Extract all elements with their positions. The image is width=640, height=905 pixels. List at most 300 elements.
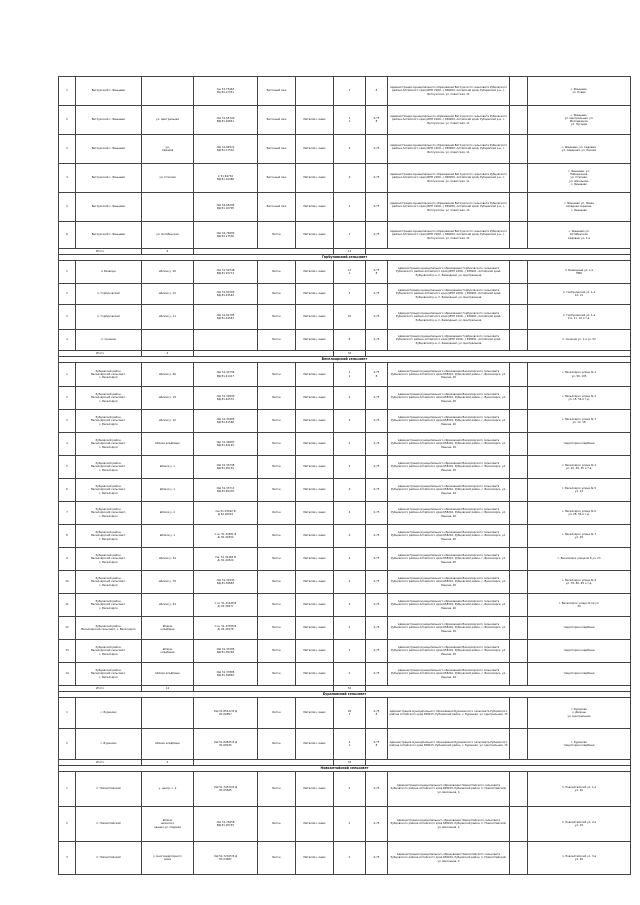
blank-cell [510,77,528,106]
location-cell: вблизи у. 24 [142,594,194,617]
bins-count-cell: 4 [334,164,366,193]
bins-count-cell: 4 1 [334,363,366,387]
settlement-cell: с. Бураново [76,729,142,760]
row-number: 6 [59,222,76,249]
section-title: Горбуновский сельсовет [59,255,631,261]
container-type-cell: Металлич. ящик [296,330,334,351]
location-cell: вблизи у. 11 [142,305,194,330]
sources-cell: с. Веселоярск улица № 3 ул. 12, 18 [528,410,631,433]
sources-cell: территория кладбища [528,663,631,686]
row-number: 11 [59,594,76,617]
volume-cell: 0,75 8 [366,106,388,135]
settlement-cell: п. Новоалтайский [76,772,142,807]
coordinates-cell: СШ 54.65285 ВД 81.16795 [194,193,258,222]
coordinates-cell: СШ 51.59748 ВД 81.25713 [194,261,258,284]
row-number: 2 [59,106,76,135]
location-cell: вблизи у. 19 [142,387,194,410]
coordinates-cell: СШ 51.33465 ВД 81.41560 [194,410,258,433]
settlement-cell: Рубцовский район, Веселоярский сельсовет, с. Веселоярск [76,502,142,525]
sources-cell: с. Ямышево, ул. Садовая, ул. Северная, ул. Лесная [528,135,631,164]
bins-count-cell: 2 [334,842,366,875]
surface-cell: Бетон [258,663,296,686]
table-row [59,330,631,351]
volume-cell: 0,75 [366,571,388,594]
location-cell: вблизи у. 1 [142,456,194,479]
volume-cell: 0,75 [366,807,388,842]
blank-cell [510,305,528,330]
bins-count-cell: 4 [334,548,366,571]
settlement-cell: Рубцовский район, Веселоярский сельсовет, с. Веселоярск [76,479,142,502]
volume-cell: 0,75 8 [366,261,388,284]
blank-cell [510,663,528,686]
sources-cell: с. Веселоярск улица № 8 ул. 23 [528,548,631,571]
coordinates-cell: СШ 54.74683 ВД 84.17530 [194,222,258,249]
container-type-cell: Металлич. ящик [296,193,334,222]
bins-count-cell: 2 [334,640,366,663]
container-type-cell: Металлич. ящик [296,363,334,387]
coordinates-cell: СШ 51.61785 ВД 81.24587 [194,305,258,330]
volume-cell: 0,75 8 [366,698,388,729]
container-type-cell: Металлич. ящик [296,164,334,193]
bins-count-cell: 2 [334,433,366,456]
sources-cell: территория кладбища [528,640,631,663]
volume-cell: 0,75 [366,387,388,410]
volume-cell: 0,75 8 [366,363,388,387]
blank-cell [510,222,528,249]
blank-cell [510,410,528,433]
bins-count-cell: 4 [334,387,366,410]
sources-cell: с. Ямышево ул. Новая западная окраина, с. Ямышево [528,193,631,222]
bins-count-cell: 3 [334,284,366,305]
row-number: 1 [59,363,76,387]
location-cell: вблизи нежилого здания ул. Садовая [142,807,194,842]
surface-cell: Бетон [258,330,296,351]
blank-cell [510,433,528,456]
location-cell: у. многоквартирного дома [142,842,194,875]
owner-cell: Администрация муниципального образования Веселоярского сельсовета Рубцовского района Алтайского края 658210, Рубцовский район, с. Веселоярск, ул. Ленина, 20 [388,640,510,663]
sources-cell: п. Горбуновский ул. 1-я 12, 21 [528,284,631,305]
surface-cell: Бетон [258,772,296,807]
surface-cell: Бетонный люк [258,135,296,164]
coordinates-cell: СШ 51.37885 ВД 81.39862 [194,663,258,686]
sources-cell: с. Веселоярск улица № 10 ул. 24 [528,594,631,617]
blank-cell [510,330,528,351]
blank-cell [510,456,528,479]
row-number: 1 [59,698,76,729]
owner-cell: Администрация муниципального образования Веселоярского сельсовета Рубцовского района Алтайского края 658210, Рубцовский район, с. Веселоярск, ул. Ленина, 20 [388,410,510,433]
container-type-cell: Металлич. ящик [296,410,334,433]
location-cell: вблизи у. 12 [142,410,194,433]
volume-cell: 0,75 [366,663,388,686]
coordinates-cell: С ш. 51.32831 В Д. 81.40352 [194,525,258,548]
volume-cell: 0,75 [366,135,388,164]
volume-cell: 0,75 [366,433,388,456]
volume-cell: 0,75 [366,305,388,330]
location-cell [142,193,194,222]
settlement-cell: Рубцовский район, Веселоярский сельсовет, с. Веселоярск [76,617,142,640]
blank-cell [510,135,528,164]
location-cell: ул. Степная [142,164,194,193]
blank-cell [510,548,528,571]
owner-cell: Администрация муниципального образования Веселоярского сельсовета Рубцовского района Алтайского края 658210, Рубцовский район, с. Веселоярск, ул. Ленина, 20 [388,594,510,617]
surface-cell: Бетон [258,305,296,330]
settlement-cell: п. Горбуновский [76,305,142,330]
location-cell: вблизи кладбища [142,433,194,456]
table-row [59,663,631,686]
container-type-cell: Металлич. ящик [296,698,334,729]
location-cell [142,77,194,106]
surface-cell: Бетон [258,456,296,479]
table-row [59,387,631,410]
location-cell: ул. Октябрьская [142,222,194,249]
row-number: 2 [59,387,76,410]
row-number: 5 [59,193,76,222]
surface-cell: Бетон [258,729,296,760]
total-bins: 32 [334,760,366,766]
table-row [59,410,631,433]
owner-cell: Администрация муниципального образования Горбуновского сельсовета Рубцовского района Алтайского края (ИНН 2209...) 658201, Алтайский край, Рубцовский р-н, п. Безводный, ул. Центральная [388,284,510,305]
container-type-cell: Металлич. ящик [296,807,334,842]
settlement-cell: п. Новоалтайский [76,807,142,842]
settlement-cell: Ветлужский с. Ямышево [76,135,142,164]
settlement-cell: п. Сеченов [76,330,142,351]
sources-cell: с. Веселоярск улица № 4 ул. 25, 29, 35 и т.д. [528,456,631,479]
volume-cell: 0,75 [366,640,388,663]
settlement-cell: Ветлужский с. Ямышево [76,77,142,106]
bins-count-cell: 1 [334,77,366,106]
bins-count-cell: 4 [334,525,366,548]
table-row [59,261,631,284]
volume-cell: 0,75 8 [366,729,388,760]
row-number: 1 [59,772,76,807]
sources-cell: с. Ямышево, ул. Центральная, ул. Молодежная, ул. Луговая [528,106,631,135]
blank-cell [510,502,528,525]
volume-cell: 0,75 [366,456,388,479]
total-bins: 52 [334,686,366,692]
location-cell: вблизи у. 34 [142,548,194,571]
container-type-cell: Металлич. ящик [296,729,334,760]
settlement-cell: Рубцовский район, Веселоярский сельсовет, с. Веселоярск [76,433,142,456]
container-type-cell: Металлич. ящик [296,594,334,617]
settlement-cell: Ветлужский с. Ямышево [76,222,142,249]
sources-cell: с. Веселоярск улица № 1 ул. 56, 105 [528,363,631,387]
row-number: 3 [59,305,76,330]
owner-cell: Администрация муниципального образования Ветлужского сельсовета Рубцовского района Алтайского края (ИНН 2209...) 658200, Алтайский край, Рубцовский р-н, с. Ветлужское, ул. Советская, 11 [388,135,510,164]
owner-cell: Администрация муниципального образования Веселоярского сельсовета Рубцовского района Алтайского края 658210, Рубцовский район, с. Веселоярск, ул. Ленина, 20 [388,617,510,640]
container-type-cell: Металлич. ящик [296,502,334,525]
volume-cell: 8 [366,77,388,106]
bins-count-cell: 4 [334,135,366,164]
table-row [59,284,631,305]
blank-cell [510,807,528,842]
row-number: 2 [59,729,76,760]
owner-cell: Администрация муниципального образования Горбуновского сельсовета Рубцовского района Алтайского края (ИНН 2209...) 658201, Алтайский край, Рубцовский р-н, п. Безводный, ул. Центральная [388,261,510,284]
coordinates-cell: С ш. 51.31638 В Д. 81.39577 [194,594,258,617]
coordinates-cell: СШ 51.33798 ВД 81.40155 [194,456,258,479]
owner-cell: Администрация муниципального образования Веселоярского сельсовета Рубцовского района Алтайского края 658210, Рубцовский район, с. Веселоярск, ул. Ленина, 20 [388,502,510,525]
owner-cell: Администрация муниципального образования Веселоярского сельсовета Рубцовского района Алтайского края 658210, Рубцовский район, с. Веселоярск, ул. Ленина, 20 [388,571,510,594]
bins-count-cell: 4 [334,410,366,433]
container-type-cell: Металлич. ящик [296,387,334,410]
surface-cell: Бетон [258,525,296,548]
surface-cell: Бетонный люк [258,106,296,135]
coordinates-cell: СШ 51.33713 ВД 81.40476 [194,479,258,502]
blank-cell [510,284,528,305]
location-cell: вблизи у. 12 [142,284,194,305]
settlement-cell: п. Новоалтайский [76,842,142,875]
blank-cell [510,164,528,193]
owner-cell: Администрация муниципального образования Ветлужского сельсовета Рубцовского района Алтайского края (ИНН 2209...) 658200, Алтайский край, Рубцовский р-н, с. Ветлужское, ул. Советская, 11 [388,106,510,135]
owner-cell: Администрация муниципального образования Веселоярского сельсовета Рубцовского района Алтайского края 658210, Рубцовский район, с. Веселоярск, ул. Ленина, 20 [388,363,510,387]
location-cell: вблизи кладбища [142,617,194,640]
owner-cell: Администрация муниципального образования Веселоярского сельсовета Рубцовского района Алтайского края 658210, Рубцовский район, с. Веселоярск, ул. Ленина, 20 [388,433,510,456]
sources-cell: с. Ямышево, ул. Новая [528,77,631,106]
row-number: 3 [59,410,76,433]
coordinates-cell: СШ 51.84825 В Д 81.08245 [194,729,258,760]
waste-sites-table [58,76,631,875]
total-count: 6 [142,249,194,255]
bins-count-cell: 12 1 [334,261,366,284]
container-type-cell: Металлич. ящик [296,135,334,164]
row-number: 3 [59,842,76,875]
bins-count-cell: 26 1 [334,698,366,729]
volume-cell: 0,75 [366,842,388,875]
owner-cell: Администрация муниципального образования Новоалтайского сельсовета Рубцовского района Алтайского края 658220, Рубцовский район, п. Новоалтайский, ул. Школьная, 4 [388,807,510,842]
section-title: Новоалтайский сельсовет [59,766,631,772]
blank-cell [510,106,528,135]
table-row [59,456,631,479]
bins-count-cell: 10 [334,305,366,330]
container-type-cell: Металлич. ящик [296,842,334,875]
owner-cell: Администрация муниципального образования Бурановского сельсовета Рубцовского района Алтайского края 658215, Рубцовский район, с. Бураново, ул. Центральная, 15 [388,698,510,729]
owner-cell: Администрация муниципального образования Ветлужского сельсовета Рубцовского района Алтайского края (ИНН 2209...) 658200, Алтайский край, Рубцовский р-н, с. Ветлужское, ул. Советская, 11 [388,77,510,106]
surface-cell: Бетон [258,363,296,387]
row-number: 4 [59,433,76,456]
sources-cell: с. Веселоярск улица № 7 ул. 20 [528,525,631,548]
surface-cell: Бетон [258,571,296,594]
bins-count-cell: 2 [334,617,366,640]
total-label: Итого [59,760,142,766]
volume-cell: 0,75 [366,410,388,433]
location-cell: вблизи кладбища [142,729,194,760]
coordinates-cell: СШ 51.74579 В Д 81.05645 [194,772,258,807]
owner-cell: Администрация муниципального образования Веселоярского сельсовета Рубцовского района Алтайского края 658210, Рубцовский район, с. Веселоярск, ул. Ленина, 20 [388,456,510,479]
surface-cell: Бетон [258,640,296,663]
volume-cell: 0,75 [366,617,388,640]
settlement-cell: Рубцовский район, Веселоярский сельсовет, с. Веселоярск [76,387,142,410]
location-cell: вблизи кладбища [142,640,194,663]
container-type-cell: Металлич. ящик [296,772,334,807]
container-type-cell: Металлич. ящик [296,261,334,284]
row-number: 3 [59,135,76,164]
settlement-cell: п. Безводн. [76,261,142,284]
blank-cell [510,387,528,410]
table-row [59,807,631,842]
bins-count-cell: 4 [334,502,366,525]
surface-cell: Бетон [258,433,296,456]
row-number: 5 [59,456,76,479]
row-number: 8 [59,525,76,548]
settlement-cell: Рубцовский район, Веселоярский сельсовет, с. Веселоярск [76,640,142,663]
container-type-cell: Металлич. ящик [296,106,334,135]
surface-cell: Бетон [258,698,296,729]
sources-cell: территория кладбища [528,617,631,640]
bins-count-cell: 2 [334,193,366,222]
location-cell: вблизи кладбища [142,663,194,686]
table-row [59,433,631,456]
section-title: Веселоярский сельсовет [59,357,631,363]
container-type-cell: Металлич. ящик [296,456,334,479]
surface-cell: Бетон [258,261,296,284]
table-row [59,640,631,663]
surface-cell: Бетонный люк [258,193,296,222]
coordinates-cell: СШ 51.32605 ВД 81.42572 [194,387,258,410]
bins-count-cell: 1 [334,222,366,249]
bins-count-cell: 4 [334,479,366,502]
owner-cell: Администрация муниципального образования Бурановского сельсовета Рубцовского района Алтайского края 658215, Рубцовский район, с. Бураново, ул. Центральная, 15 [388,729,510,760]
surface-cell: Бетон [258,548,296,571]
volume-cell: 0,75 [366,772,388,807]
owner-cell: Администрация муниципального образования Веселоярского сельсовета Рубцовского района Алтайского края 658210, Рубцовский район, с. Веселоярск, ул. Ленина, 20 [388,548,510,571]
row-number: 2 [59,807,76,842]
table-row [59,842,631,875]
location-cell: у. центр. с. 2 [142,772,194,807]
row-number: 9 [59,548,76,571]
location-cell: ул. Центральная [142,106,194,135]
settlement-cell: Рубцовский район, Веселоярский сельсовет, с. Веселоярск [76,663,142,686]
owner-cell: Администрация муниципального образования Веселоярского сельсовета Рубцовского района Алтайского края 658210, Рубцовский район, с. Веселоярск, ул. Ленина, 20 [388,387,510,410]
coordinates-cell: СШ 51.85412 В Д 81.06857 [194,698,258,729]
blank-cell [510,772,528,807]
blank-cell [510,525,528,548]
table-row [59,571,631,594]
table-row [59,698,631,729]
bins-count-cell: 2 [334,663,366,686]
blank-cell [510,617,528,640]
sources-cell: п. Новоалтайский ул. 1-я ул. 20 [528,772,631,807]
settlement-cell: Ветлужский с. Ямышево [76,164,142,193]
surface-cell: Бетон [258,807,296,842]
volume-cell: 0,75 [366,222,388,249]
table-row [59,525,631,548]
surface-cell: Бетон [258,410,296,433]
table-row [59,594,631,617]
table-row [59,479,631,502]
container-type-cell: Металлич. ящик [296,617,334,640]
coordinates-cell: СШ 51.31945 ВД 81.39883 [194,571,258,594]
owner-cell: Администрация муниципального образования Новоалтайского сельсовета Рубцовского района Алтайского края 658220, Рубцовский район, п. Новоалтайский, ул. Школьная, 4 [388,842,510,875]
row-number: 6 [59,479,76,502]
location-cell: ул. Садовая [142,135,194,164]
container-type-cell: Металлич. ящик [296,663,334,686]
table-row [59,164,631,193]
settlement-cell: Рубцовский район, Веселоярский сельсовет, с. Веселоярск [76,456,142,479]
row-number: 10 [59,571,76,594]
bins-count-cell: 4 1 [334,729,366,760]
container-type-cell: Металлич. ящик [296,525,334,548]
total-label: Итого [59,686,142,692]
owner-cell: Администрация муниципального образования Веселоярского сельсовета Рубцовского района Алтайского края 658210, Рубцовский район, с. Веселоярск, ул. Ленина, 20 [388,479,510,502]
surface-cell: Бетон [258,617,296,640]
bins-count-cell: 4 [334,571,366,594]
row-number: 4 [59,330,76,351]
location-cell: вблизи у. 26 [142,261,194,284]
table-row [59,502,631,525]
table-row [59,106,631,135]
blank-cell [510,571,528,594]
coordinates-cell: СШ 51.34687 ВД 81.42145 [194,433,258,456]
row-number: 14 [59,663,76,686]
settlement-cell: Ветлужский с. Ямышево [76,106,142,135]
blank-cell [510,640,528,663]
surface-cell: Бетон [258,502,296,525]
blank-cell [510,842,528,875]
settlement-cell: Рубцовский район, Веселоярский сельсовет, с. Веселоярск [76,594,142,617]
settlement-cell: Ветлужский с. Ямышево [76,193,142,222]
coordinates-cell: СШ 51.73658 ВД 81.05745 [194,807,258,842]
container-type-cell: Металлич. ящик [296,433,334,456]
bins-count-cell: 2 [334,807,366,842]
row-number: 2 [59,284,76,305]
blank-cell [510,698,528,729]
total-count: 4 [142,351,194,357]
bins-count-cell: 6 [334,330,366,351]
surface-cell: Бетон [258,594,296,617]
table-row [59,548,631,571]
sources-cell: с. Веселоярск улица № 2 ул. 15, 56 и т.д. [528,387,631,410]
table-row [59,222,631,249]
owner-cell: Администрация муниципального образования Ветлужского сельсовета Рубцовского района Алтайского края (ИНН 2209...) 658200, Алтайский край, Рубцовский р-н, с. Ветлужское, ул. Советская, 11 [388,164,510,193]
total-bins: 32 [334,351,366,357]
total-label: Итого [59,351,142,357]
total-count: 14 [142,686,194,692]
settlement-cell: Рубцовский район, Веселоярский сельсовет, с. Веселоярск [76,363,142,387]
volume-cell: 0,75 [366,479,388,502]
surface-cell: Бетон [258,284,296,305]
surface-cell: Бетонный люк [258,77,296,106]
coordinates-cell [194,330,258,351]
row-number: 12 [59,617,76,640]
location-cell: вблизи у. 1 [142,502,194,525]
container-type-cell [296,77,334,106]
sources-cell: с. Бураново у. Дворцы ул. Центральная [528,698,631,729]
settlement-cell: Рубцовский район, Веселоярский сельсовет, с. Веселоярск [76,571,142,594]
bins-count-cell: 1 1 [334,106,366,135]
section-title: Бурановский сельсовет [59,692,631,698]
sources-cell: п. Новоалтайский ул. 3-я ул. 46 [528,842,631,875]
bins-count-cell: 4 [334,456,366,479]
sources-cell: п. Безводный ул. 1-я ПМК [528,261,631,284]
table-row [59,772,631,807]
blank-cell [510,479,528,502]
sources-cell: п. Сеченов ул. 1-я ул. 52 [528,330,631,351]
container-type-cell: Металлич. ящик [296,548,334,571]
coordinates-cell: СШ 51.60765 ВД 81.23542 [194,284,258,305]
volume-cell: 0,75 [366,330,388,351]
blank-cell [510,193,528,222]
owner-cell: Администрация муниципального образования Новоалтайского сельсовета Рубцовского района Алтайского края 658220, Рубцовский район, п. Новоалтайский, ул. Школьная, 4 [388,772,510,807]
location-cell [142,330,194,351]
blank-cell [510,594,528,617]
surface-cell: Бетон [258,842,296,875]
sources-cell: с. Веселоярск улица № 5 ул. 14 [528,479,631,502]
owner-cell: Администрация муниципального образования Веселоярского сельсовета Рубцовского района Алтайского края 658210, Рубцовский район, с. Веселоярск, ул. Ленина, 20 [388,525,510,548]
blank-cell [510,729,528,760]
volume-cell: 0,75 [366,525,388,548]
sources-cell: с. Ямышево, ул. Набережная, ул. Степная, ул. Школьная, с. Ямышево [528,164,631,193]
owner-cell: Администрация муниципального образования Ветлужского сельсовета Рубцовского района Алтайского края (ИНН 2209...) 658200, Алтайский край, Рубцовский р-н, с. Ветлужское, ул. Советская, 11 [388,222,510,249]
table-row [59,193,631,222]
